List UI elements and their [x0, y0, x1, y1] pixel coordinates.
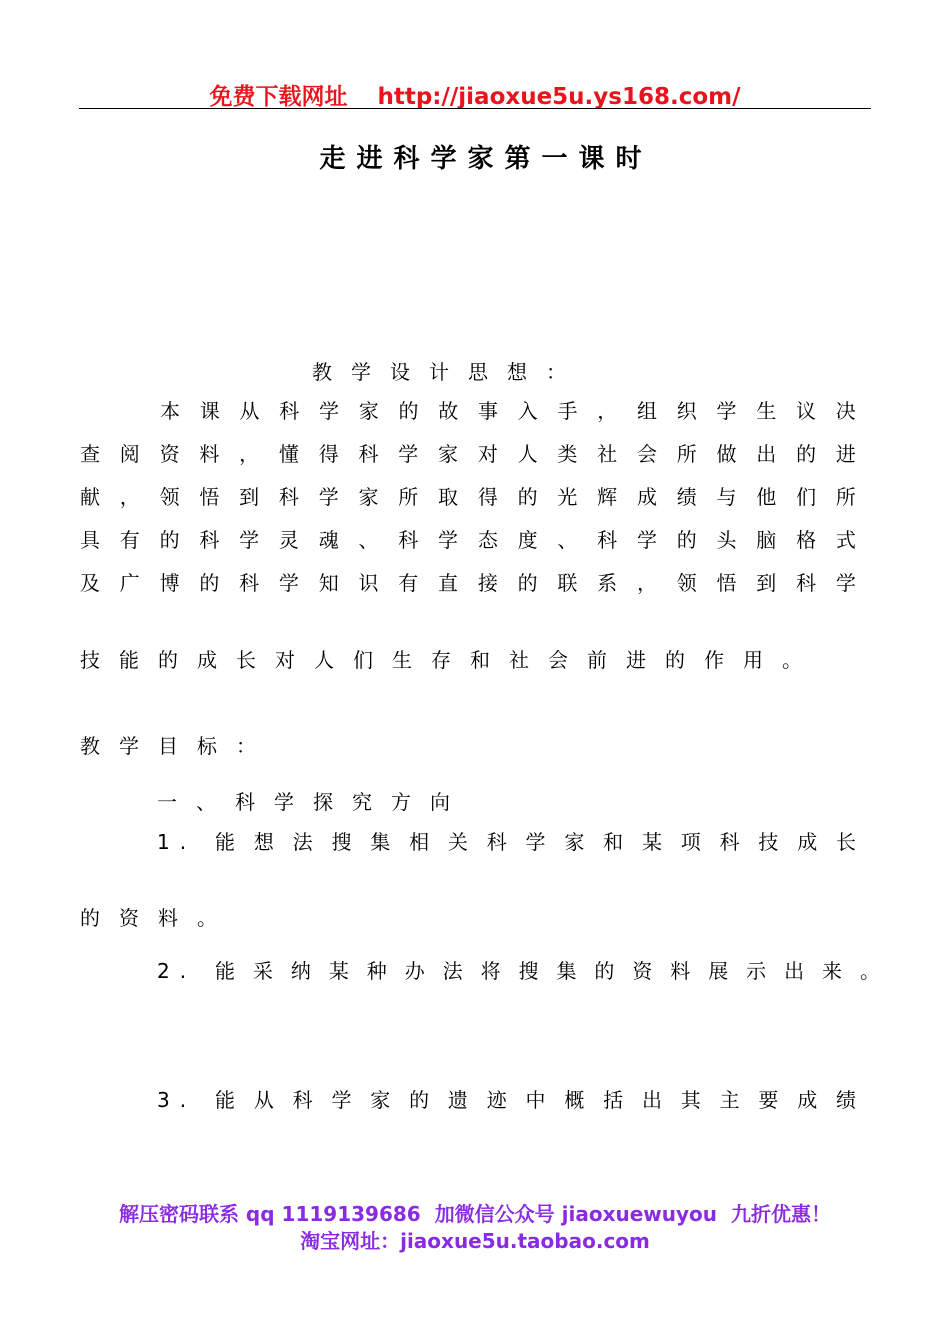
footer-contact-line [0, 1198, 950, 1227]
item2-number: 2. [157, 959, 197, 983]
goals-heading: 教学目标： [80, 734, 275, 758]
header-divider [79, 108, 871, 109]
para-line-5: 及 广 博 的 科 学 知 识 有 直 接 的 联 系 ， 领 悟 到 科 学 [80, 571, 856, 595]
section-one-heading: 一、科学探究方向 [157, 790, 469, 814]
item3-text: 能 从 科 学 家 的 遗 迹 中 概 括 出 其 主 要 成 绩 [215, 1088, 856, 1112]
header-banner [0, 78, 950, 111]
item1-continuation: 的资料。 [80, 906, 236, 930]
item1-number: 1. [157, 830, 197, 854]
footer-password-contact: 解压密码联系 qq 1119139686 [118, 1202, 421, 1226]
page-title: 走进科学家第一课时 [319, 144, 653, 174]
design-heading: 教学设计思想： [312, 360, 585, 384]
para-line-4: 具 有 的 科 学 灵 魂 、 科 学 态 度 、 科 学 的 头 脑 格 式 [80, 528, 856, 552]
item1-text: 能 想 法 搜 集 相 关 科 学 家 和 某 项 科 技 成 长 [215, 830, 856, 854]
header-url-link[interactable]: http://jiaoxue5u.ys168.com/ [377, 84, 741, 110]
header-label: 免费下载网址 [209, 84, 348, 110]
footer-discount: 九折优惠！ [731, 1202, 832, 1226]
para-line-3: 献 ， 领 悟 到 科 学 家 所 取 得 的 光 辉 成 绩 与 他 们 所 [80, 485, 856, 509]
footer-wechat: 加微信公众号 jiaoxuewuyou [434, 1202, 718, 1226]
item3-number: 3. [157, 1088, 197, 1112]
para-line-6: 技能的成长对人们生存和社会前进的作用。 [80, 648, 821, 672]
item2-text: 能 采 纳 某 种 办 法 将 搜 集 的 资 料 展 示 出 来 。 [215, 959, 880, 983]
footer-taobao-link[interactable]: 淘宝网址：jiaoxue5u.taobao.com [300, 1229, 650, 1253]
para-line-1: 本 课 从 科 学 家 的 故 事 入 手 ， 组 织 学 生 议 决 [160, 399, 856, 423]
para-line-2: 查 阅 资 料 ， 懂 得 科 学 家 对 人 类 社 会 所 做 出 的 进 [80, 442, 856, 466]
